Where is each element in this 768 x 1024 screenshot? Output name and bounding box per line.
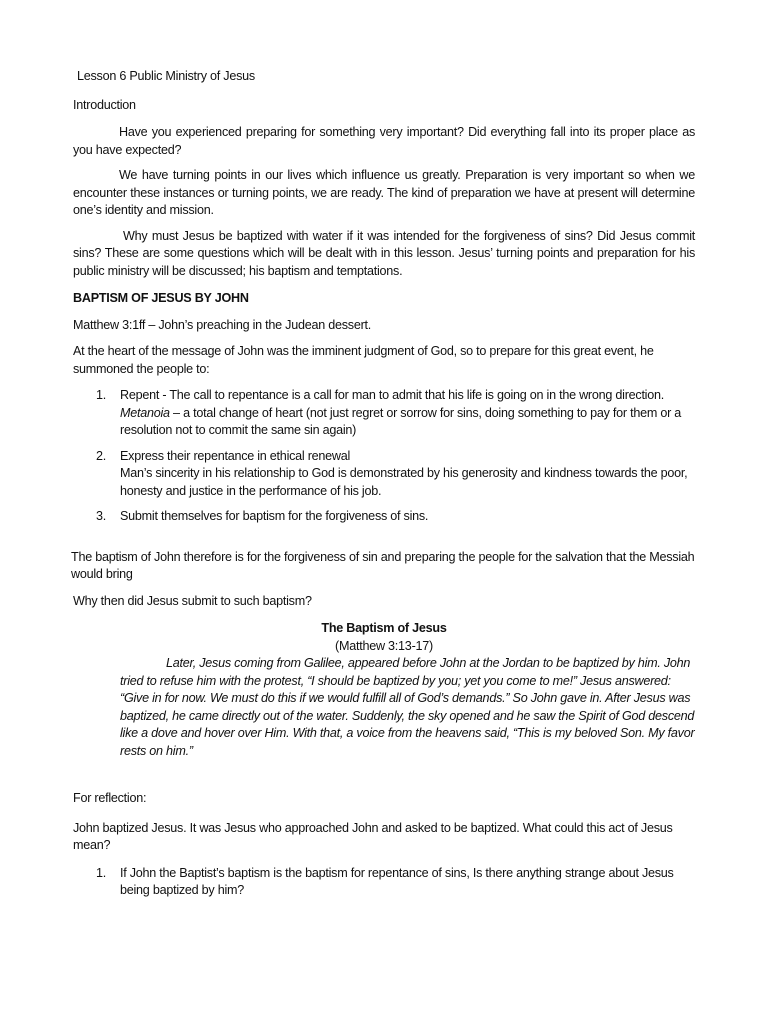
- list-item-text: Express their repentance in ethical renewal: [120, 448, 351, 463]
- lesson-title: Lesson 6 Public Ministry of Jesus: [77, 69, 255, 83]
- list-item-text: If John the Baptist’s baptism is the baptism for repentance of sins, Is there anything strange about Jesus being baptized by him?: [120, 865, 674, 897]
- list-item: [73, 448, 695, 501]
- list-item-number: 3.: [96, 509, 107, 523]
- question-paragraph: Why then did Jesus submit to such baptism?: [73, 593, 312, 608]
- list-item-text: Submit themselves for baptism for the forgiveness of sins.: [120, 509, 429, 523]
- intro-paragraph-3: Why must Jesus be baptized with water if it was intended for the forgiveness of sins? Did Jesus commit sins? These are some questions which will be dealt with in this lesson. Jesus’ turning points and preparation for his public ministry will be discussed; his baptism and temptations.: [73, 228, 695, 278]
- document-body: [73, 68, 695, 909]
- list-item-detail: Man’s sincerity in his relationship to God is demonstrated by his generosity and kindness towards the poor, honesty and justice in the performance of his job.: [120, 466, 688, 498]
- spacer: [73, 535, 695, 549]
- introduction-heading: Introduction: [73, 97, 136, 112]
- reflection-list: [73, 865, 695, 900]
- scripture-reference: (Matthew 3:13-17): [335, 638, 433, 653]
- reflection-heading: For reflection:: [73, 791, 147, 805]
- intro-paragraph-2: We have turning points in our lives which influence us greatly. Preparation is very important so when we encounter these instances or turning points, we are ready. The kind of preparation we have at present will determine one’s identity and mission.: [73, 168, 695, 217]
- section-reference: Matthew 3:1ff – John’s preaching in the Judean dessert.: [73, 317, 372, 332]
- list-item-number: 1.: [96, 388, 107, 402]
- list-item: [73, 508, 695, 526]
- list-item-number: 2.: [96, 448, 107, 463]
- list-item: [73, 865, 695, 900]
- reflection-paragraph: John baptized Jesus. It was Jesus who approached John and asked to be baptized. What could this act of Jesus mean?: [73, 820, 673, 852]
- conclusion-paragraph: The baptism of John therefore is for the forgiveness of sin and preparing the people for the salvation that the Messiah would bring: [71, 549, 695, 581]
- list-item: [73, 387, 695, 440]
- section-heading: BAPTISM OF JESUS BY JOHN: [73, 291, 249, 305]
- summons-list: [73, 387, 695, 526]
- list-item-definition: [120, 405, 695, 440]
- scripture-title: The Baptism of Jesus: [321, 621, 447, 635]
- list-item-text: Repent - The call to repentance is a call for man to admit that his life is going on in the wrong direction.: [120, 388, 664, 402]
- section-intro: At the heart of the message of John was the imminent judgment of God, so to prepare for this great event, he summoned the people to:: [73, 344, 654, 376]
- intro-paragraph-1: Have you experienced preparing for something very important? Did everything fall into its proper place as you have expected?: [73, 125, 695, 157]
- scripture-passage: Later, Jesus coming from Galilee, appeared before John at the Jordan to be baptized by him. John tried to refuse him with the protest, “I should be baptized by you; yet you come to me!” Jesus answered: “Give in for now. We must do this if we would fulfill all of God’s demands.” So John gave in. After Jesus was baptized, he came directly out of the water. Suddenly, the sky opened and he saw the Spirit of God descend like a dove and hover over Him. With that, a voice from the heavens said, “This is my beloved Son. My favor rests on him.”: [120, 656, 695, 758]
- definition-text: – a total change of heart (not just regret or sorrow for sins, doing something to pay for them or a resolution not to commit the same sin again): [120, 405, 682, 437]
- list-item-number: 1.: [96, 865, 107, 880]
- definition-term: Metanoia: [120, 405, 170, 420]
